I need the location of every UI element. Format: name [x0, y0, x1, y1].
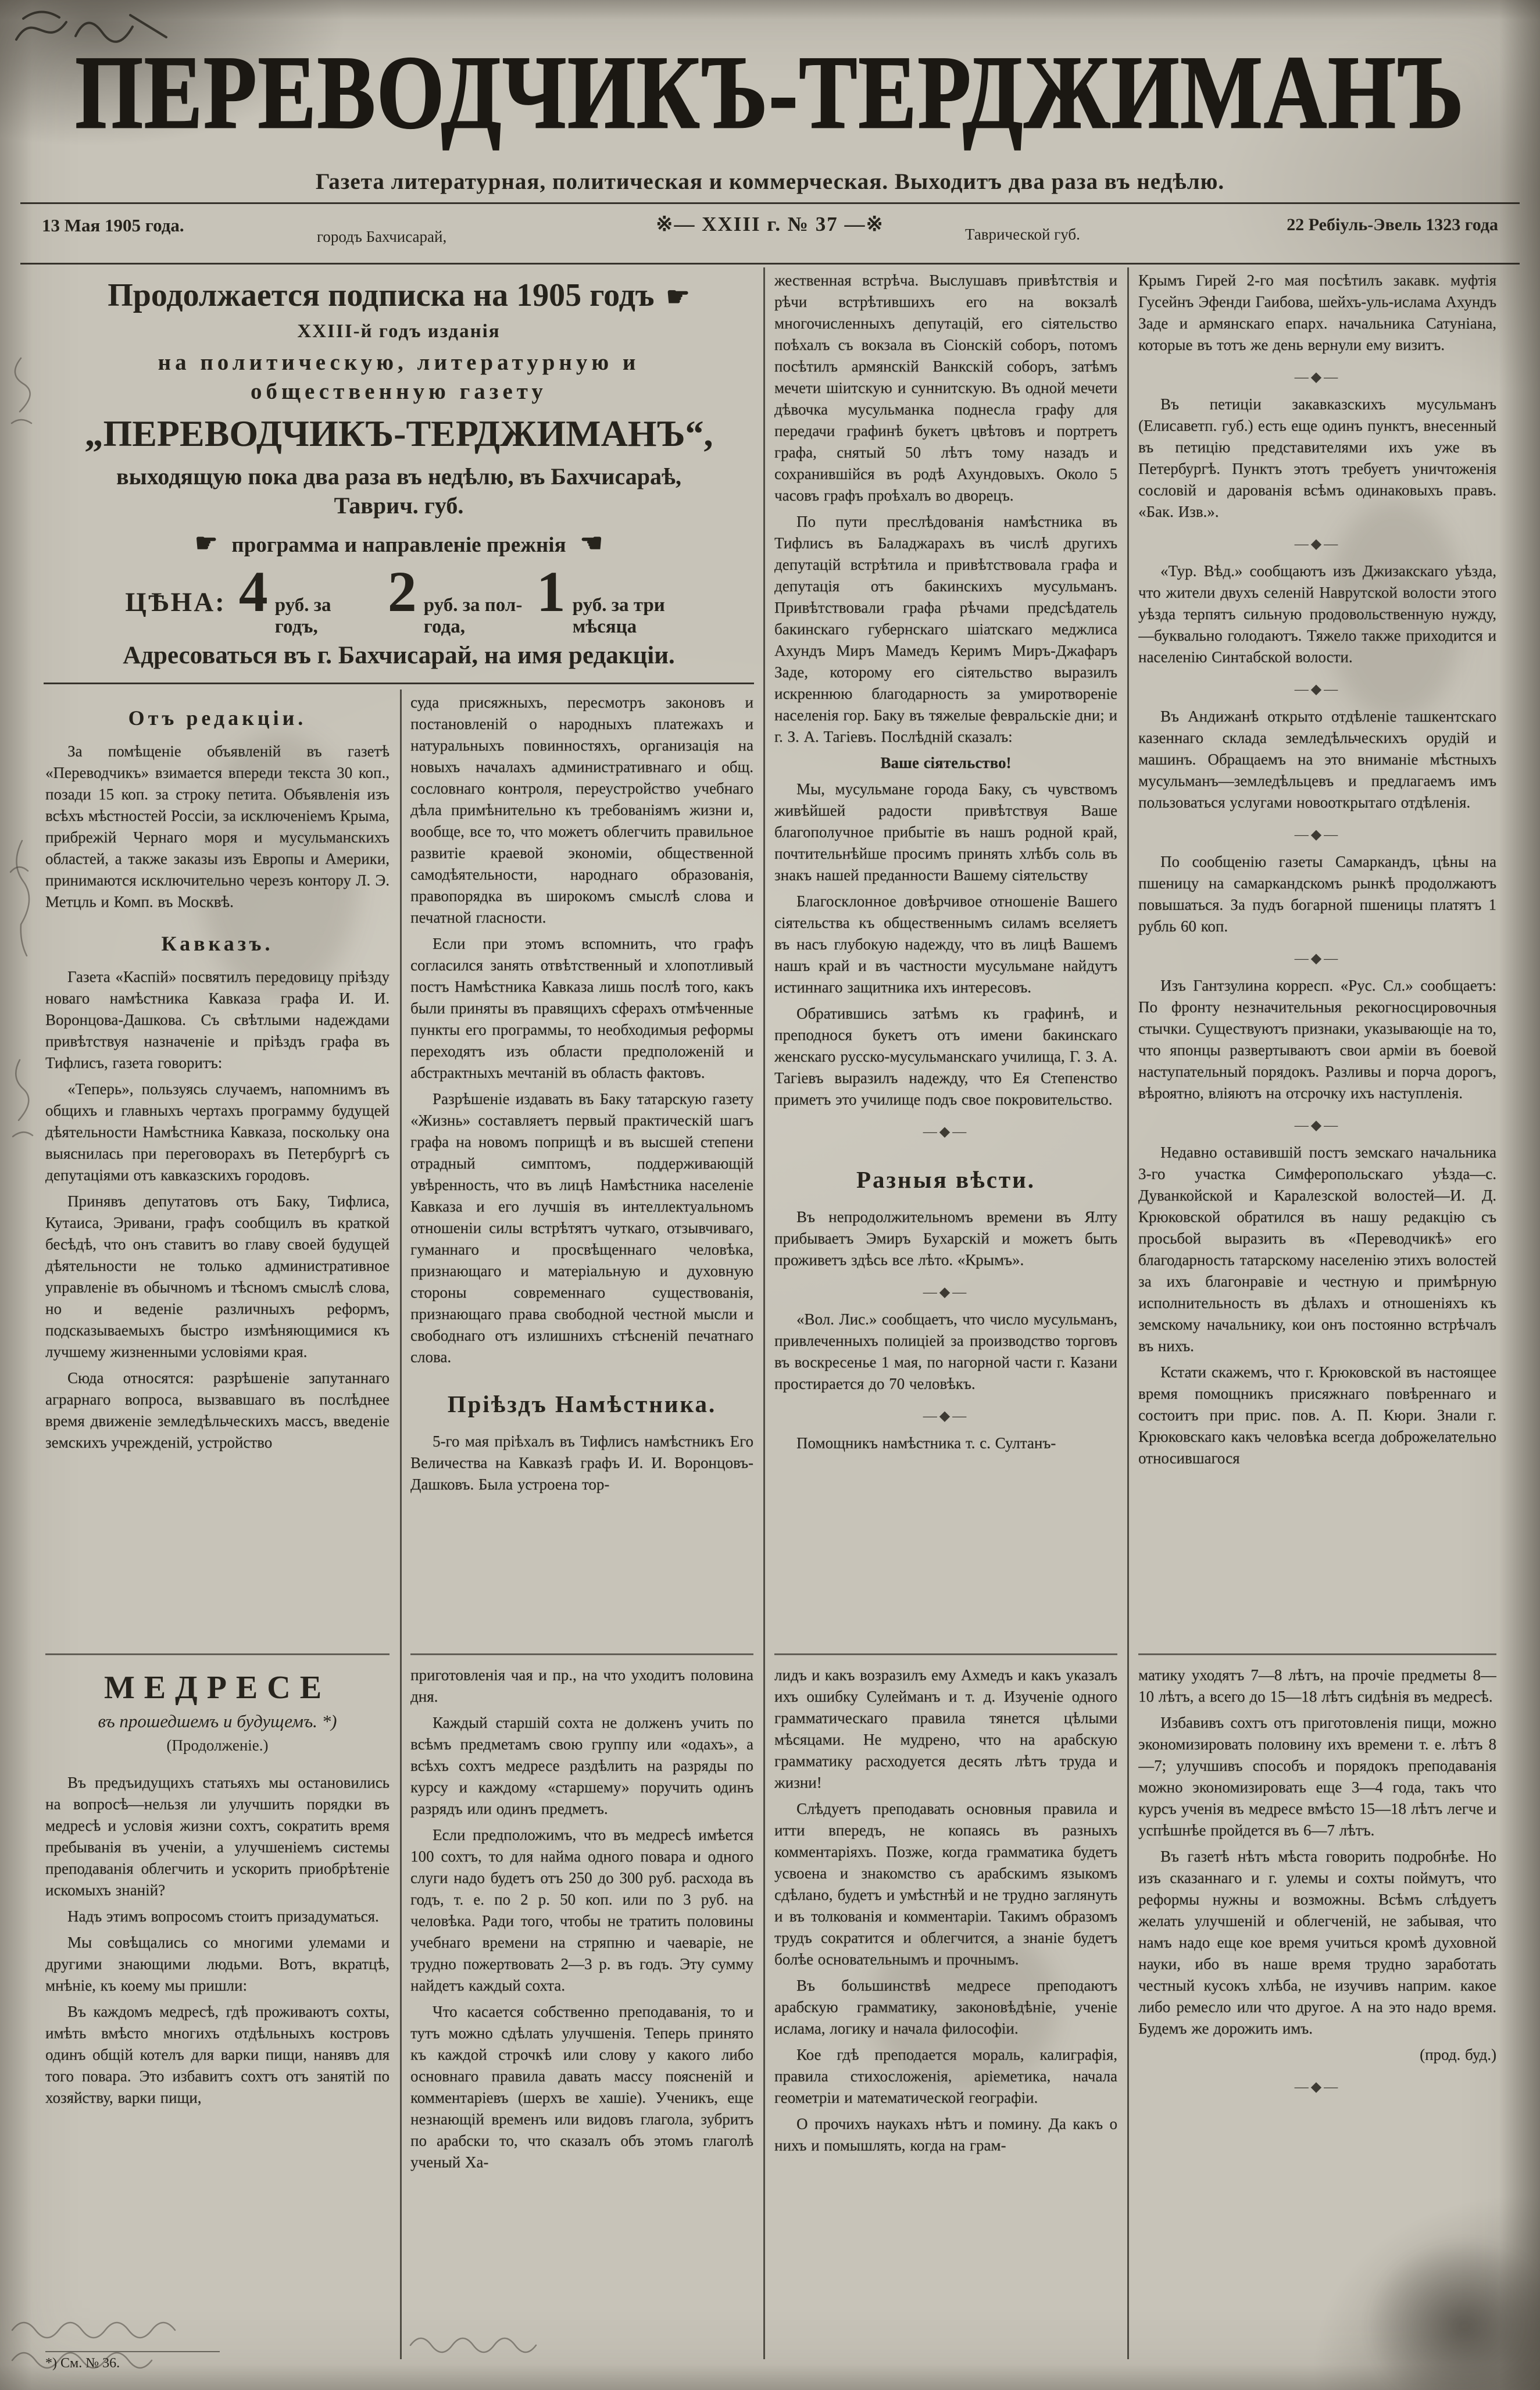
paragraph: Обратившись затѣмъ къ графинѣ, и преподнося букетъ отъ имени бакинскаго женскаго русско-мусульманскаго училища, Г. З. А. Тагіевъ выразилъ надежду, что Ея Степенство приметъ это училище подъ свое покровительство.: [774, 1005, 1117, 1108]
handwritten-margin-note: [1, 837, 42, 971]
paragraph: Разрѣшеніе издавать въ Баку татарскую газету «Жизнь» составляетъ первый практическій шагъ графа на новомъ поприщѣ и въ высшей степени отрадный симптомъ, поддерживающій увѣренность, что въ лицѣ Намѣстника населеніе Кавказа и его лучшія въ интеллектуальномъ отношеніи силы встрѣтятъ чуткаго, отзывчиваго, гуманнаго и просвѣщеннаго человѣка, признающаго и матеріальную и духовную стороны современнаго существованія, признающаго права свободной честной мысли и свободнаго отъ излишнихъ стѣсненій печатнаго слова.: [410, 1090, 753, 1366]
section-divider: —◆—: [1294, 827, 1341, 842]
paragraph: Въ Андижанѣ открыто отдѣленіе ташкентскаго казеннаго склада земледѣльческихъ орудій и машинъ. Обращаемъ на это вниманіе мѣстныхъ мусульманъ—земледѣльцевъ и предлагаемъ имъ пользоваться услугами новооткрытаго отдѣленія.: [1138, 708, 1496, 811]
subscription-address-line: Адресоваться въ г. Бахчисарай, на имя редакціи.: [123, 641, 675, 669]
column-2-upper: [410, 692, 753, 1645]
horizontal-rule: [20, 202, 1520, 204]
price-text: руб. за пол-года,: [423, 594, 523, 637]
article-heading-block: [45, 1669, 390, 1760]
paragraph-right: (прод. буд.): [1420, 2046, 1496, 2063]
newspaper-subtitle: Газета литературная, политическая и коммерческая. Выходитъ два раза въ недѣлю.: [315, 169, 1225, 194]
column-4-upper: [1138, 270, 1496, 1645]
price-year: [238, 559, 375, 638]
subscription-program-text: программа и направленіе прежнія: [231, 533, 566, 557]
paragraph: За помѣщеніе объявленій въ газетѣ «Переводчикъ» взимается впереди текста 30 коп., позади 15 коп. за строку петита. Объявленія изъ всѣхъ мѣстностей Россіи, за исключеніемъ Крыма, прибрежій Чернаго моря и мусульманскихъ областей, а также заказы изъ Европы и Америки, принимаются исключительно черезъ контору Л. Э. Метцль и Комп. въ Москвѣ.: [45, 742, 390, 910]
dateline-city: городъ Бахчисарай,: [317, 228, 447, 245]
paragraph: Каждый старшій сохта не долженъ учить по всѣмъ предметамъ свою группу или «одахъ», а всѣхъ сохтъ медресе раздѣлить на разряды по курсу и каждому «старшему» поручить одинъ разрядъ или одинъ предметъ.: [410, 1714, 753, 1817]
paragraph: По сообщенію газеты Самаркандъ, цѣны на пшеницу на самаркандскомъ рынкѣ продолжаютъ повышаться. За пудъ богарной пшеницы платятъ 1 рубль 60 коп.: [1138, 853, 1496, 935]
subscription-year-line: XXIII-й годъ изданія: [297, 321, 501, 342]
paragraph: Слѣдуетъ преподавать основныя правила и итти впередъ, не копаясь въ разныхъ комментаріяхъ. Позже, когда грамматика будетъ усвоена и знакомство съ арабскимъ языкомъ сдѣлано, будетъ и умѣстнѣй и не трудно заглянуть и въ толкованія и комментаріи. Такимъ образомъ трудъ сократится и облегчится, а знаніе будетъ болѣе основательнымъ и прочнымъ.: [774, 1800, 1117, 1968]
paragraph: Принявъ депутатовъ отъ Баку, Тифлиса, Кутаиса, Эривани, графъ сообщилъ въ краткой бесѣдѣ, что онъ ставитъ во главу своей будущей дѣятельности не только административное управленіе въ обычномъ и тѣсномъ смыслѣ слова, но и веденіе различныхъ реформъ, подсказываемыхъ быстро измѣняющимися къ лучшему жизненными условіями края.: [45, 1192, 390, 1360]
subscription-paper-title: „ПЕРЕВОДЧИКЪ-ТЕРДЖИМАНЪ“,: [84, 412, 713, 454]
pointing-hand-icon: ☛: [666, 282, 690, 312]
dateline-province: Таврической губ.: [965, 226, 1080, 243]
paragraph: Въ петиціи закавказскихъ мусульманъ (Елисаветп. губ.) есть еще одинъ пунктъ, внесенный въ петицію представителями ихъ уже въ Петербургѣ. Пунктъ этотъ требуетъ уничтоженія сословій и дарованія всѣмъ одинаковыхъ правъ. «Бак. Изв.».: [1138, 395, 1496, 520]
paragraph: Что касается собственно преподаванія, то и тутъ можно сдѣлать улучшенія. Теперь принято къ каждой строчкѣ или слову у какого либо основнаго правила давать массу поясненій и комментаріевъ (шерхъ ве хашіе). Ученикъ, еще незнающій временъ или видовъ глагола, зубритъ по арабски то, что сказалъ объ этомъ глаголѣ ученый Ха-: [410, 2003, 753, 2171]
paragraph: Въ каждомъ медресѣ, гдѣ проживаютъ сохты, имѣть вмѣсто многихъ отдѣльныхъ костровъ одинъ общій котелъ для варки пищи, нанявъ для того повара. Это избавитъ сохтъ отъ занятій по хозяйству, варки пищи,: [45, 2003, 390, 2106]
paragraph: Въ непродолжительномъ времени въ Ялту прибываетъ Эмиръ Бухарскій и можетъ быть проживетъ здѣсь все лѣто. «Крымъ».: [774, 1208, 1117, 1269]
subscription-frequency-line: выходящую пока два раза въ недѣлю, въ Бахчисараѣ, Таврич. губ.: [116, 463, 681, 519]
section-divider: —◆—: [923, 1409, 969, 1424]
paragraph: Кстати скажемъ, что г. Крюковской въ настоящее время помощникъ присяжнаго повѣреннаго и состоитъ при прис. пов. А. П. Кюри. Знали г. Крюковскаго какъ человѣка всегда доброжелательно относившагося: [1138, 1363, 1496, 1467]
horizontal-rule: [44, 683, 754, 684]
paragraph-centered: Ваше сіятельство!: [880, 754, 1012, 771]
price-text: руб. за годъ,: [274, 594, 331, 637]
paragraph: приготовленія чая и пр., на что уходитъ половина дня.: [410, 1666, 753, 1705]
paragraph: Изъ Гантзулина корресп. «Рус. Сл.» сообщаетъ: По фронту незначительныя рекогносцировочныя стычки. Существуютъ признаки, указывающіе на то, что японцы развертываютъ свои арміи въ боевой наступательный порядокъ. Разливы и порча дорогъ, вѣроятно, вліяютъ на отсрочку ихъ наступленія.: [1138, 977, 1496, 1102]
paragraph: Мы совѣщались со многими улемами и другими знающими людьми. Вотъ, вкратцѣ, мнѣніе, къ коему мы пришли:: [45, 1934, 390, 1994]
paragraph: «Теперь», пользуясь случаемъ, напомнимъ въ общихъ и главныхъ чертахъ программу будущей дѣятельности Намѣстника Кавказа, поскольку она выяснилась при переговорахъ въ Петербургѣ съ депутаціями отъ кавказскихъ городовъ.: [45, 1080, 390, 1184]
section-divider: —◆—: [1294, 370, 1341, 385]
column-rule: [400, 690, 402, 2359]
paragraph: Если при этомъ вспомнить, что графъ согласился занять отвѣтственный и хлопотливый постъ Намѣстника Кавказа лишь послѣ того, какъ были приняты въ правящихъ сферахъ отмѣченные пункты его программы, то необходимыя реформы переходятъ изъ области предположеній и абстрактныхъ мечтаній въ область фактовъ.: [410, 935, 753, 1081]
subscription-program-line: [44, 528, 754, 558]
column-rule: [763, 267, 765, 2359]
section-divider: —◆—: [1294, 1118, 1341, 1133]
paragraph: Газета «Каспій» посвятилъ передовицу пріѣзду новаго намѣстника Кавказа графа И. И. Воронцова-Дашкова. Съ свѣтлыми надеждами привѣтствуя назначеніе и пріѣздъ графа въ Тифлисъ, газета говоритъ:: [45, 968, 390, 1071]
price-number: 4: [238, 559, 268, 624]
pointing-hand-left-icon: ☚: [580, 528, 603, 558]
horizontal-rule: [20, 263, 1520, 265]
paragraph: Избавивъ сохтъ отъ приготовленія пищи, можно экономизировать половину ихъ времени т. е. лѣтъ 8—7; улучшивъ способъ и порядокъ преподаванія можно экономизировать еще 3—4 года, такъ что курсъ ученія въ медресе вмѣсто 15—18 лѣтъ легче и успѣшнѣе пройдется въ 6—7 лѣтъ.: [1138, 1714, 1496, 1839]
column-3-lower: [774, 1653, 1117, 2371]
price-quarter: [536, 559, 673, 638]
dateline-issue: ※— XXIII г. № 37 —※: [656, 213, 884, 235]
paragraph: Если предположимъ, что въ медресѣ имѣется 100 сохтъ, то для найма одного повара и одного слуги надо будетъ отъ 250 до 300 руб. расхода въ годъ, т. е. по 2 р. 50 коп. или по 3 руб. на человѣка. Ради того, чтобы не тратить половины учебнаго времени на стряпню и чаеваріе, не трудно пожертвовать 2—3 р. въ годъ. Эту сумму найдетъ каждый сохта.: [410, 1826, 753, 1994]
price-line: [44, 559, 754, 638]
paragraph: суда присяжныхъ, пересмотръ законовъ и постановленій о народныхъ платежахъ и натуральныхъ повинностяхъ, организація на новыхъ началахъ административнаго и общ. сословнаго контроля, переустройство учебнаго дѣла примѣнительно къ требованіямъ жизни и, вообще, все то, что можетъ облегчить правильное развитіе краевой экономіи, общественной самодѣятельности, народнаго образованія, правопорядка въ широкомъ смыслѣ слова и печатной гласности.: [410, 694, 753, 926]
paragraph: Помощникъ намѣстника т. с. Султанъ-: [796, 1434, 1056, 1452]
article-subtitle: въ прошедшемъ и будущемъ. *): [98, 1711, 337, 1731]
article-continuation-note: (Продолженіе.): [166, 1737, 269, 1754]
column-rule: [1127, 267, 1129, 2359]
pointing-hand-right-icon: ☛: [194, 528, 218, 558]
paragraph: Благосклонное довѣрчивое отношеніе Вашего сіятельства къ общественнымъ силамъ вселяетъ въ насъ глубокую надежду, что въ лицѣ Вашемъ нашъ край и въ частности мусульмане найдутъ истиннаго защитника ихъ интересовъ.: [774, 892, 1117, 996]
paragraph: лидъ и какъ возразилъ ему Ахмедъ и какъ указалъ ихъ ошибку Сулейманъ и т. д. Изученіе одного грамматическаго правила тянется цѣлыми мѣсяцами. Не мудрено, что на арабскую грамматику расходуется десять лѣтъ труда и жизни!: [774, 1666, 1117, 1791]
paragraph: Недавно оставившій постъ земскаго начальника 3-го участка Симферопольскаго уѣзда—с. Дуванкойской и Каралезской волостей—И. Д. Крюковской обратился въ нашу редакцію съ просьбой выразить въ «Переводчикѣ» его благодарность татарскому населенію этихъ волостей за ихъ благонравіе и честную и примѣрную исполнительность въ дѣлахъ и отношеніяхъ къ земскому начальнику, кои онъ постоянно встрѣчалъ въ нихъ.: [1138, 1144, 1496, 1355]
section-divider: —◆—: [1294, 951, 1341, 966]
column-2-lower: [410, 1653, 753, 2371]
subscription-announcement: [44, 271, 754, 680]
price-number: 1: [536, 559, 566, 624]
paragraph: Крымъ Гирей 2-го мая посѣтилъ закавк. муфтія Гусейнъ Эфенди Гаибова, шейхъ-уль-ислама Ахундъ Заде и армянскаго епарх. начальника Сатуніана, которые въ тотъ же день вернули ему визитъ.: [1138, 271, 1496, 353]
paragraph: Въ газетѣ нѣтъ мѣста говорить подробнѣе. Но изъ сказаннаго и г. улемы и сохты поймутъ, что реформы нужны и возможны. Всѣмъ слѣдуетъ желать улучшеній и облегченій, не забывая, что намъ надо еще кое время учиться кромѣ духовной науки, ибо въ наше время трудно заработать честный кусокъ хлѣба, не изучивъ наприм. какое либо ремесло или что другое. А на это надо время. Будемъ же дорожить имъ.: [1138, 1848, 1496, 2037]
paragraph: Надъ этимъ вопросомъ стоитъ призадуматься.: [67, 1907, 379, 1925]
subscription-headline: [44, 277, 754, 314]
paragraph: Кое гдѣ преподается мораль, калиграфія, правила стихосложенія, аріеметика, начала геометріи и математической географіи.: [774, 2046, 1117, 2106]
column-4-lower: [1138, 1653, 1496, 2371]
section-divider: —◆—: [923, 1285, 969, 1300]
dateline: [0, 207, 1540, 263]
paragraph: жественная встрѣча. Выслушавъ привѣтствія и рѣчи встрѣтившихъ его на вокзалѣ многочисленныхъ депутацій, его сіятельство поѣхалъ съ вокзала въ Сіонскій соборъ, потомъ посѣтилъ армянскій Ванкскій соборъ, затѣмъ мечети шіитскую и суннитскую. Въ одной мечети дѣвочка мусульманка поднесла графу для передачи графинѣ букетъ цвѣтовъ и портретъ графа, снятый 50 лѣтъ тому назадъ и сохранившійся въ родѣ Ахундовыхъ. Около 5 часовъ графъ проѣхалъ во дворецъ.: [774, 271, 1117, 504]
paragraph: О прочихъ наукахъ нѣтъ и помину. Да какъ о нихъ и помышлять, когда на грам-: [774, 2115, 1117, 2154]
section-divider: —◆—: [1294, 2080, 1341, 2095]
subscription-description: на политическую, литературную и общественную газету: [158, 350, 640, 404]
handwritten-margin-note: [1, 1055, 42, 1142]
paragraph: Сюда относятся: разрѣшеніе запутаннаго аграрнаго вопроса, вызвавшаго въ послѣднее время движеніе земледѣльческихъ массъ, введеніе земскихъ учрежденій, устройство: [45, 1369, 390, 1451]
paragraph: матику уходятъ 7—8 лѣтъ, на прочіе предметы 8—10 лѣтъ, а всего до 15—18 лѣтъ сидѣнія въ медресѣ.: [1138, 1666, 1496, 1705]
paragraph: 5-го мая пріѣхалъ въ Тифлисъ намѣстникъ Его Величества на Кавказѣ графъ И. И. Воронцовъ-Дашковъ. Была устроена тор-: [410, 1432, 753, 1493]
paragraph: «Вол. Лис.» сообщаетъ, что число мусульманъ, привлеченныхъ полиціей за производство торговъ въ воскресенье 1 мая, по нагорной части г. Казани простирается до 70 человѣкъ.: [774, 1310, 1117, 1392]
column-3-upper: [774, 270, 1117, 1645]
section-divider: —◆—: [1294, 682, 1341, 697]
newspaper-title: ПЕРЕВОДЧИКЪ-ТЕРДЖИМАНЪ: [75, 34, 1465, 151]
handwritten-margin-note: [1, 355, 42, 430]
article-heading: Разныя вѣсти.: [856, 1166, 1036, 1193]
dateline-date: 13 Мая 1905 года.: [42, 215, 184, 235]
paragraph: Въ большинствѣ медресе преподаютъ арабскую грамматику, законовѣдѣніе, ученіе ислама, логику и начала философіи.: [774, 1977, 1117, 2037]
section-heading: Отъ редакціи.: [128, 706, 307, 730]
column-1-upper: [45, 692, 390, 1645]
paragraph: «Тур. Вѣд.» сообщаютъ изъ Джизакскаго уѣзда, что жители двухъ селеній Наврутской волости этого уѣзда терпятъ сильную продовольственную нужду,—буквально голодаютъ. Тяжело также приходится и населенію Синтабской волости.: [1138, 562, 1496, 666]
paragraph: По пути преслѣдованія намѣстника въ Тифлисъ въ Баладжарахъ въ числѣ другихъ депутацій встрѣтила и привѣтствовала графа и депутація отъ бакинскихъ мусульманъ. Привѣтствовали графа рѣчами предсѣдатель бакинскаго губернскаго шіатскаго меджлиса Ахундъ Миръ Мамедъ Керимъ Миръ-Джафаръ Заде, которому его сіятельство выразилъ искреннюю благодарность за умиротвореніе населенія гор. Баку въ тяжелые февральскіе дни; и г. З. А. Тагіевъ. Послѣдній сказалъ:: [774, 513, 1117, 745]
section-divider: —◆—: [1294, 537, 1341, 552]
paragraph: Мы, мусульмане города Баку, съ чувствомъ живѣйшей радости привѣтствуя Ваше благополучное прибытіе въ нашъ родной край, почтительнѣйше просимъ принять хлѣбъ соль въ знакъ нашей преданности Вашему сіятельству: [774, 780, 1117, 884]
article-heading: Пріѣздъ Намѣстника.: [447, 1391, 717, 1417]
dateline-hijri-date: 22 Ребіуль-Эвель 1323 года: [1287, 215, 1498, 234]
paragraph: Въ предъидущихъ статьяхъ мы остановились на вопросѣ—нельзя ли улучшить порядки въ медресѣ и условія жизни сохтъ, сократить время пребыванія въ ученіи, а улучшеніемъ системы преподаванія облегчить и ускорить приобрѣтеніе искомыхъ знаній?: [45, 1774, 390, 1899]
price-number: 2: [387, 559, 417, 624]
price-label: ЦѢНА:: [125, 587, 226, 617]
section-heading: Кавказъ.: [161, 932, 274, 955]
footnote: *) См. № 36.: [45, 2351, 220, 2371]
article-title: МЕДРЕСЕ: [103, 1670, 331, 1706]
section-divider: —◆—: [923, 1124, 969, 1139]
subscription-headline-text: Продолжается подписка на 1905 годъ: [108, 277, 655, 313]
price-halfyear: [387, 559, 524, 638]
price-text: руб. за три мѣсяца: [572, 594, 665, 637]
column-1-lower: [45, 1653, 390, 2371]
